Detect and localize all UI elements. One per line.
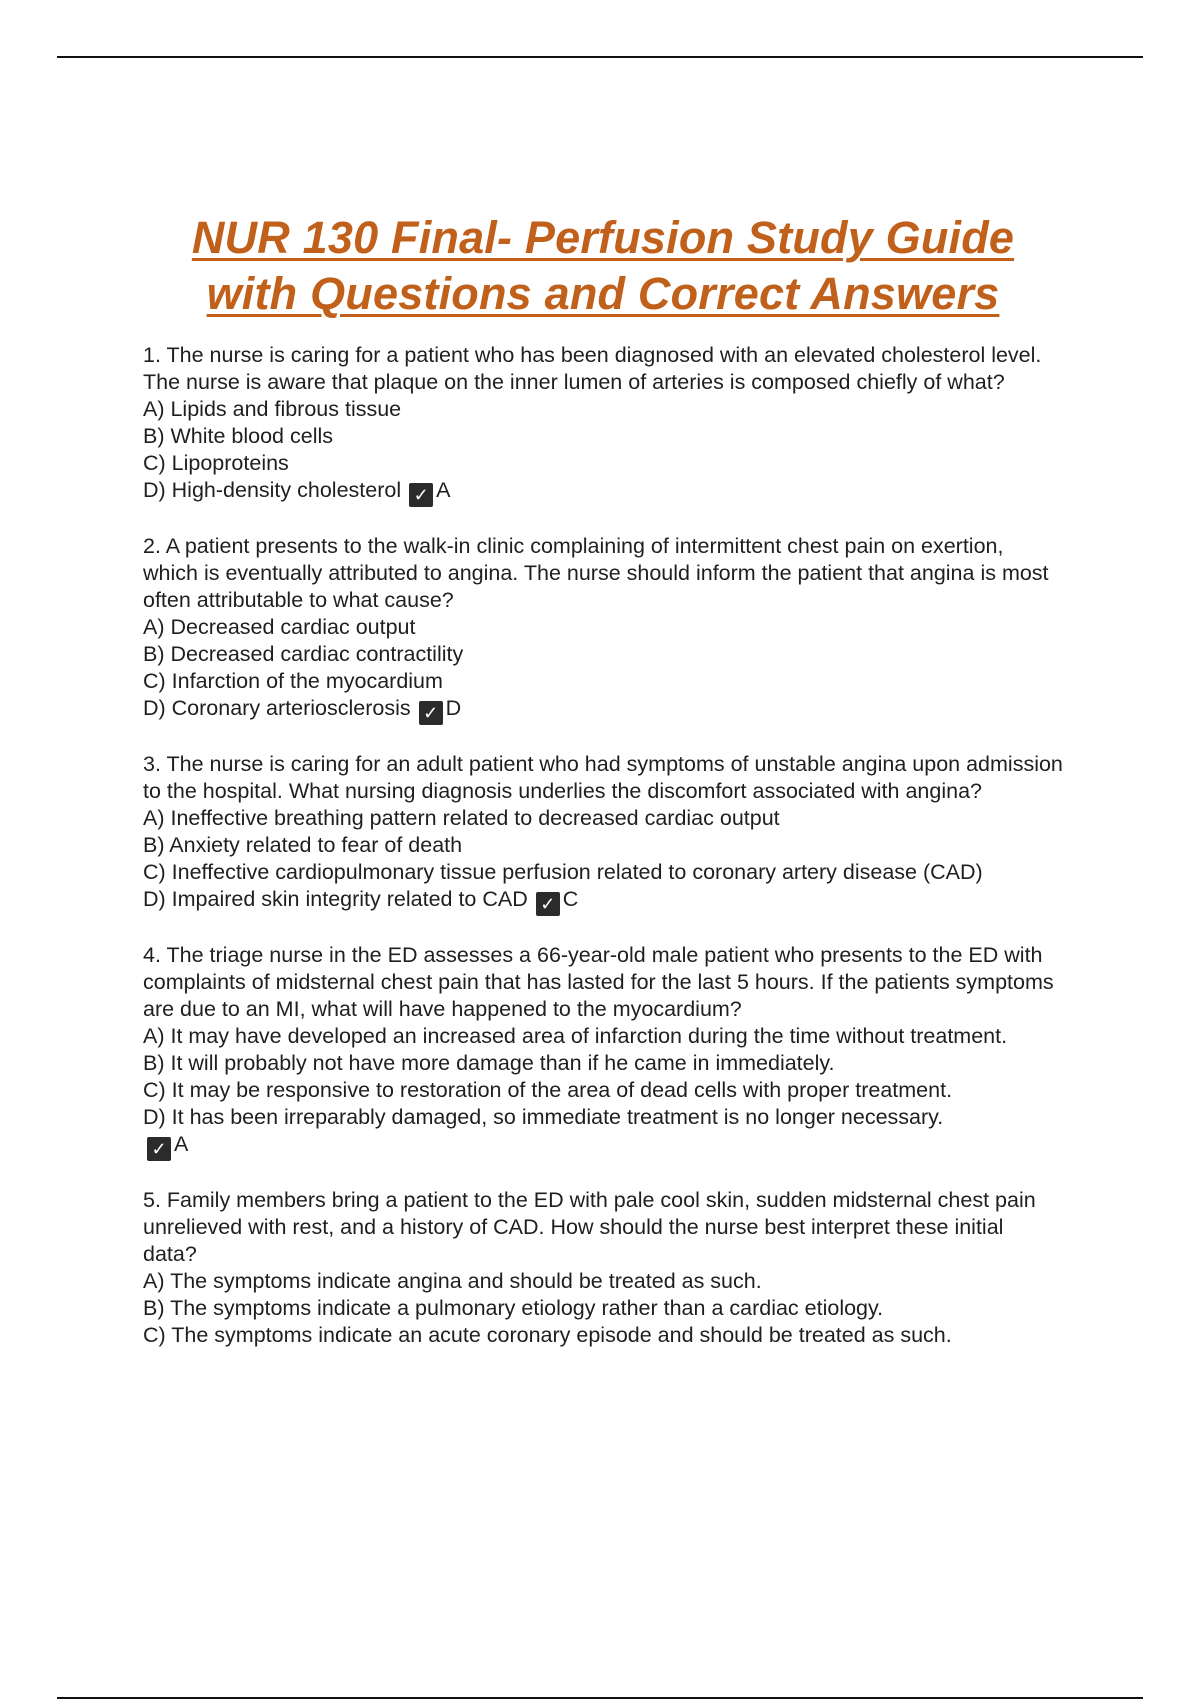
question-4 [143,942,1063,1161]
document-body [143,210,1063,1375]
title-line-1: NUR 130 Final- Perfusion Study Guide [191,212,1015,263]
option-a: A) Decreased cardiac output [143,615,416,639]
question-stem: 3. The nurse is caring for an adult patient who had symptoms of unstable angina upon admission to the hospital. What nursing diagnosis underlies the discomfort associated with angina? [143,752,1063,803]
option-c: C) Infarction of the myocardium [143,669,443,693]
option-d: D) It has been irreparably damaged, so immediate treatment is no longer necessary. [143,1105,944,1129]
checkmark-icon: ✓ [419,701,443,725]
option-a: A) Lipids and fibrous tissue [143,397,402,421]
option-c: C) Lipoproteins [143,451,289,475]
option-d-line [143,695,1063,725]
question-stem: 2. A patient presents to the walk-in clinic complaining of intermittent chest pain on exertion, which is eventually attributed to angina. The nurse should inform the patient that angina is most often attributable to what cause? [143,534,1049,612]
title-line-2: with Questions and Correct Answers [206,268,1000,319]
option-d: D) Coronary arteriosclerosis [143,696,411,720]
option-d-line [143,886,1063,916]
bottom-rule [57,1697,1143,1699]
document-title [143,210,1063,322]
top-rule [57,56,1143,58]
question-2 [143,533,1063,725]
question-1 [143,342,1063,507]
correct-answer [143,1131,188,1161]
option-b: B) White blood cells [143,424,333,448]
option-b: B) It will probably not have more damage than if he came in immediately. [143,1051,835,1075]
answer-letter: A [436,478,451,502]
question-stem: 1. The nurse is caring for a patient who has been diagnosed with an elevated cholesterol level. The nurse is aware that plaque on the inner lumen of arteries is composed chiefly of what? [143,343,1042,394]
option-d: D) High-density cholesterol [143,478,402,502]
question-stem: 5. Family members bring a patient to the ED with pale cool skin, sudden midsternal chest pain unrelieved with rest, and a history of CAD. How should the nurse best interpret these initial data? [143,1188,1036,1266]
question-stem: 4. The triage nurse in the ED assesses a 66-year-old male patient who presents to the ED with complaints of midsternal chest pain that has lasted for the last 5 hours. If the patients symptoms are due to an MI, what will have happened to the myocardium? [143,943,1054,1021]
answer-letter: D [445,696,462,720]
option-d: D) Impaired skin integrity related to CAD [143,887,528,911]
option-b: B) The symptoms indicate a pulmonary etiology rather than a cardiac etiology. [143,1296,884,1320]
option-d-line [143,477,1063,507]
checkmark-icon: ✓ [536,892,560,916]
answer-letter: C [562,887,579,911]
question-5 [143,1187,1063,1349]
correct-answer [411,695,462,725]
option-c: C) The symptoms indicate an acute coronary episode and should be treated as such. [143,1323,952,1347]
option-c: C) It may be responsive to restoration of the area of dead cells with proper treatment. [143,1078,953,1102]
option-a: A) Ineffective breathing pattern related to decreased cardiac output [143,806,780,830]
checkmark-icon: ✓ [147,1137,171,1161]
option-a: A) The symptoms indicate angina and should be treated as such. [143,1269,762,1293]
option-c: C) Ineffective cardiopulmonary tissue perfusion related to coronary artery disease (CAD) [143,860,983,884]
option-b: B) Anxiety related to fear of death [143,833,463,857]
option-b: B) Decreased cardiac contractility [143,642,464,666]
answer-letter: A [174,1132,189,1156]
question-3 [143,751,1063,916]
checkmark-icon: ✓ [409,483,433,507]
answer-line [143,1131,1063,1161]
option-a: A) It may have developed an increased area of infarction during the time without treatment. [143,1024,1008,1048]
correct-answer [401,477,450,507]
correct-answer [528,886,579,916]
